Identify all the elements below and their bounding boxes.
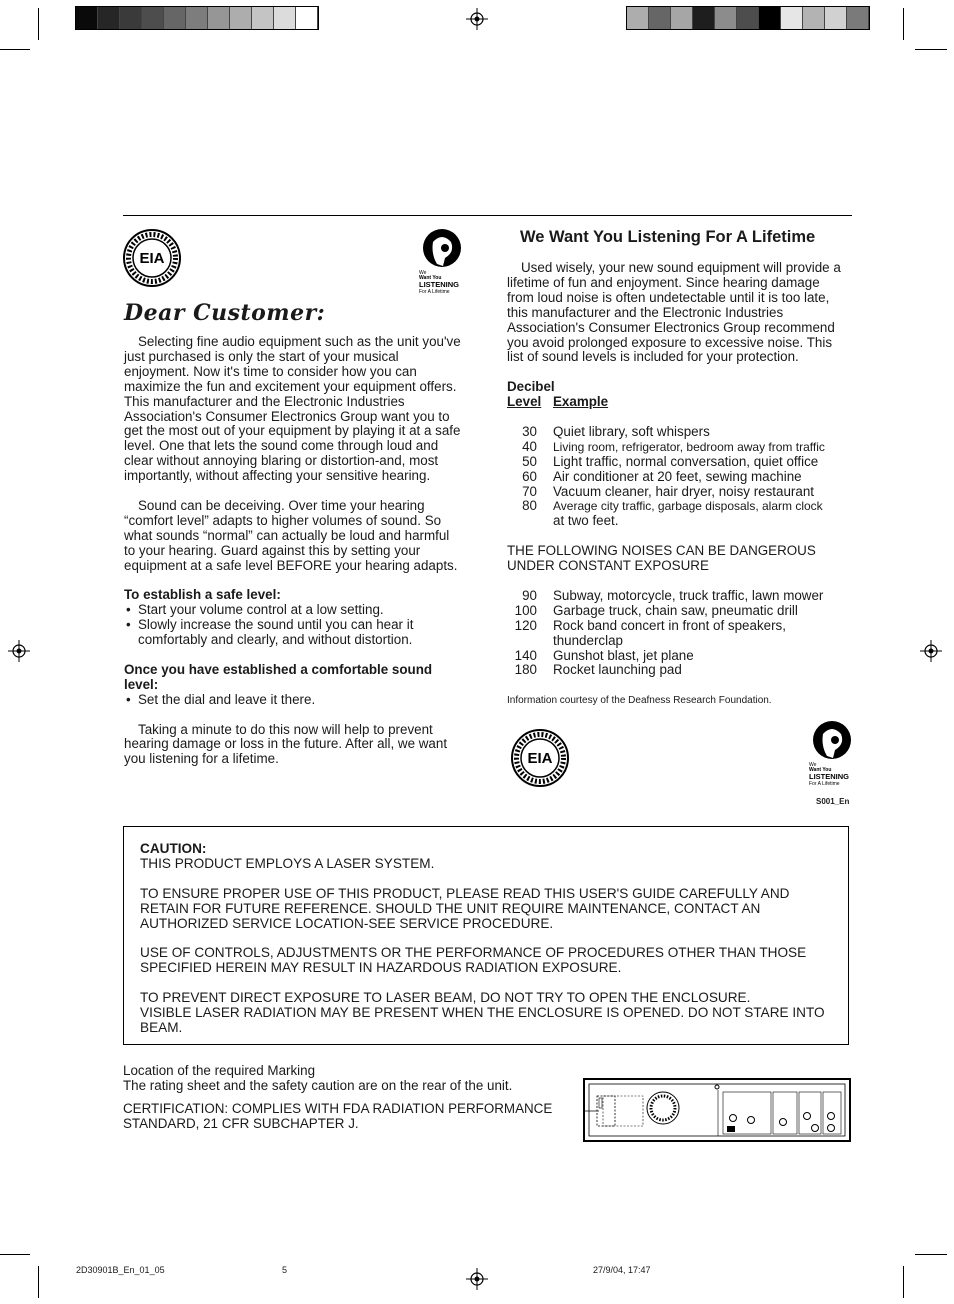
color-calibration-bar-right bbox=[626, 6, 870, 30]
footer-doc-id: 2D30901B_En_01_05 bbox=[76, 1265, 165, 1275]
crop-mark bbox=[903, 8, 904, 40]
decibel-level: 40 bbox=[522, 438, 537, 454]
noise-example-text: Light traffic, normal conversation, quiet office bbox=[553, 453, 819, 469]
table-row bbox=[507, 619, 847, 649]
noise-example bbox=[553, 663, 847, 678]
noise-example bbox=[553, 649, 847, 664]
decibel-level: 70 bbox=[522, 483, 537, 499]
color-swatch bbox=[230, 7, 252, 29]
noise-example-text: Air conditioner at 20 feet, sewing machine bbox=[553, 468, 802, 484]
noise-example bbox=[553, 440, 847, 455]
caution-title: CAUTION: bbox=[140, 841, 207, 856]
noise-example-continued: thunderclap bbox=[553, 632, 623, 648]
table-row bbox=[507, 485, 847, 500]
eia-logo-icon bbox=[122, 228, 182, 288]
noise-example-text: Vacuum cleaner, hair dryer, noisy restaurant bbox=[553, 483, 814, 499]
registration-mark-icon bbox=[466, 8, 488, 30]
section-code: S001_En bbox=[816, 797, 850, 806]
crop-mark bbox=[0, 1254, 30, 1255]
noise-example-text: Rock band concert in front of speakers, bbox=[553, 617, 786, 633]
right-column bbox=[507, 261, 847, 709]
comfortable-heading: Once you have established a comfortable sound level: bbox=[124, 661, 433, 692]
column-header-example: Example bbox=[553, 394, 609, 410]
noise-example-text: Rocket launching pad bbox=[553, 662, 682, 678]
noise-example bbox=[553, 425, 847, 440]
decibel-level: 80 bbox=[522, 498, 537, 514]
color-swatch bbox=[120, 7, 142, 29]
safe-level-heading: To establish a safe level: bbox=[124, 587, 281, 603]
table-row bbox=[507, 455, 847, 470]
closing-paragraph: Taking a minute to do this now will help to prevent hearing damage or loss in the future. After all, we want you listening for a lifetime. bbox=[124, 721, 448, 767]
color-swatch bbox=[164, 7, 186, 29]
decibel-level: 30 bbox=[522, 423, 537, 439]
decibel-level: 180 bbox=[514, 662, 537, 678]
color-swatch bbox=[803, 7, 825, 29]
list-item: • Set the dial and leave it there. bbox=[124, 693, 464, 708]
table-row bbox=[507, 589, 847, 604]
color-swatch bbox=[296, 7, 318, 29]
courtesy-note: Information courtesy of the Deafness Research Foundation. bbox=[507, 695, 772, 707]
marking-title: Location of the required Marking bbox=[123, 1063, 316, 1078]
listening-logo-icon bbox=[415, 228, 465, 296]
left-column bbox=[124, 335, 464, 782]
noise-example-text: Subway, motorcycle, truck traffic, lawn mower bbox=[553, 587, 824, 603]
color-swatch bbox=[186, 7, 208, 29]
noise-example-text: Gunshot blast, jet plane bbox=[553, 647, 694, 663]
noise-example-text: Living room, refrigerator, bedroom away from traffic bbox=[553, 439, 825, 454]
table-row bbox=[507, 663, 847, 678]
decibel-level: 120 bbox=[514, 617, 537, 633]
crop-mark bbox=[38, 1266, 39, 1298]
footer-page-number: 5 bbox=[282, 1265, 288, 1275]
footer-date: 27/9/04, 17:47 bbox=[593, 1265, 651, 1275]
intro-paragraph: Used wisely, your new sound equipment will provide a lifetime of fun and enjoyment. Since hearing damage from loud noise is often undetectable until it is too late, this manufacturer and the Electronic Industries Association's Consumer Electronics Group recommend you avoid prolonged exposure to excessive noise. This list of sound levels is included for your protection. bbox=[507, 260, 841, 365]
svg-text:LISTENING: LISTENING bbox=[809, 772, 850, 781]
table-header-decibel: Decibel bbox=[507, 379, 555, 395]
list-item: • Slowly increase the sound until you can hear it comfortably and clearly, and without distortion. bbox=[124, 618, 464, 648]
device-rear-panel-icon bbox=[583, 1078, 851, 1142]
svg-text:For A Lifetime: For A Lifetime bbox=[809, 781, 840, 787]
color-swatch bbox=[737, 7, 759, 29]
danger-table bbox=[507, 589, 847, 678]
caution-line: VISIBLE LASER RADIATION MAY BE PRESENT WHEN THE ENCLOSURE IS OPENED. DO NOT STARE INTO BEAM. bbox=[140, 1004, 825, 1035]
comfort-paragraph: Sound can be deceiving. Over time your hearing “comfort level” adapts to higher volumes of sound. So what sounds “normal” can actually be loud and harmful to your hearing. Guard against this by setting your equipment at a safe level BEFORE your hearing adapts. bbox=[124, 497, 458, 573]
registration-mark-icon bbox=[466, 1268, 488, 1290]
intro-paragraph: Selecting fine audio equipment such as the unit you've just purchased is only the start of your musical enjoyment. Now it's time to consider how you can maximize the fun and excitement your equipment offers. This manufacturer and the Electronic Industries Association's Consumer Electronics Group want you to get the most out of your equipment by playing it at a safe level. One that lets the sound come through loud and clear without annoying blaring or distortion-and, most importantly, without affecting your sensitive hearing. bbox=[124, 334, 461, 484]
noise-example bbox=[553, 589, 847, 604]
eia-logo-icon bbox=[510, 728, 570, 788]
color-swatch bbox=[208, 7, 230, 29]
safe-level-list bbox=[124, 603, 464, 648]
svg-text:EIA: EIA bbox=[139, 250, 165, 267]
svg-text:For A Lifetime: For A Lifetime bbox=[419, 289, 450, 295]
svg-text:Want You: Want You bbox=[419, 275, 442, 281]
listening-logo-icon bbox=[805, 720, 855, 788]
color-swatch bbox=[715, 7, 737, 29]
decibel-level: 50 bbox=[522, 453, 537, 469]
noise-example bbox=[553, 619, 847, 649]
color-swatch bbox=[649, 7, 671, 29]
comfortable-list bbox=[124, 693, 464, 708]
caution-box bbox=[123, 826, 849, 1045]
color-swatch bbox=[627, 7, 649, 29]
color-swatch bbox=[142, 7, 164, 29]
caution-line: USE OF CONTROLS, ADJUSTMENTS OR THE PERFORMANCE OF PROCEDURES OTHER THAN THOSE SPECIFIED HEREIN MAY RESULT IN HAZARDOUS RADIATION EXPOSURE. bbox=[140, 945, 807, 976]
crop-mark bbox=[38, 8, 39, 40]
list-item: • Start your volume control at a low setting. bbox=[124, 603, 464, 618]
svg-text:We: We bbox=[419, 270, 427, 276]
svg-text:Want You: Want You bbox=[809, 767, 832, 773]
crop-mark bbox=[915, 49, 947, 50]
crop-mark bbox=[0, 49, 30, 50]
certification-text: CERTIFICATION: COMPLIES WITH FDA RADIATION PERFORMANCE STANDARD, 21 CFR SUBCHAPTER J. bbox=[123, 1100, 553, 1131]
noise-example-text: Quiet library, soft whispers bbox=[553, 423, 710, 439]
caution-line: TO ENSURE PROPER USE OF THIS PRODUCT, PLEASE READ THIS USER'S GUIDE CAREFULLY AND RETAIN FOR FUTURE REFERENCE. SHOULD THE UNIT REQUIRE MAINTENANCE, CONTACT AN AUTHORIZED SERVICE LOCATION-SEE SERVICE PROCEDURE. bbox=[140, 885, 790, 931]
table-row bbox=[507, 425, 847, 440]
color-swatch bbox=[98, 7, 120, 29]
color-swatch bbox=[274, 7, 296, 29]
danger-heading: THE FOLLOWING NOISES CAN BE DANGEROUS UNDER CONSTANT EXPOSURE bbox=[507, 543, 816, 574]
registration-mark-icon bbox=[920, 640, 942, 662]
color-swatch bbox=[847, 7, 869, 29]
decibel-table bbox=[507, 425, 847, 529]
table-row bbox=[507, 649, 847, 664]
marking-description: The rating sheet and the safety caution are on the rear of the unit. bbox=[123, 1077, 513, 1093]
column-header-level: Level bbox=[507, 394, 542, 410]
color-swatch bbox=[759, 7, 781, 29]
noise-example bbox=[553, 499, 847, 529]
decibel-level: 90 bbox=[522, 587, 537, 603]
marking-section bbox=[123, 1064, 573, 1132]
color-swatch bbox=[252, 7, 274, 29]
table-row bbox=[507, 499, 847, 529]
svg-text:We: We bbox=[809, 762, 817, 768]
greeting: Dear Customer: bbox=[124, 300, 326, 326]
caution-line: TO PREVENT DIRECT EXPOSURE TO LASER BEAM, DO NOT TRY TO OPEN THE ENCLOSURE. bbox=[140, 990, 751, 1006]
decibel-level: 60 bbox=[522, 468, 537, 484]
color-swatch bbox=[693, 7, 715, 29]
crop-mark bbox=[903, 1266, 904, 1298]
decibel-level: 100 bbox=[514, 602, 537, 618]
crop-mark bbox=[915, 1254, 947, 1255]
color-swatch bbox=[825, 7, 847, 29]
section-heading: We Want You Listening For A Lifetime bbox=[520, 228, 816, 246]
top-rule bbox=[123, 215, 852, 216]
decibel-level: 140 bbox=[514, 647, 537, 663]
svg-text:LISTENING: LISTENING bbox=[419, 280, 460, 289]
noise-example bbox=[553, 470, 847, 485]
color-swatch bbox=[671, 7, 693, 29]
color-swatch bbox=[781, 7, 803, 29]
table-row bbox=[507, 604, 847, 619]
noise-example-continued: at two feet. bbox=[553, 513, 619, 529]
table-header bbox=[507, 395, 847, 410]
color-calibration-bar-left bbox=[75, 6, 319, 30]
noise-example bbox=[553, 455, 847, 470]
caution-line: THIS PRODUCT EMPLOYS A LASER SYSTEM. bbox=[140, 855, 435, 871]
table-row bbox=[507, 440, 847, 455]
registration-mark-icon bbox=[8, 640, 30, 662]
color-swatch bbox=[76, 7, 98, 29]
noise-example bbox=[553, 485, 847, 500]
noise-example-text: Garbage truck, chain saw, pneumatic drill bbox=[553, 602, 798, 618]
noise-example bbox=[553, 604, 847, 619]
noise-example-text: Average city traffic, garbage disposals, alarm clock bbox=[553, 499, 823, 514]
svg-text:EIA: EIA bbox=[527, 750, 553, 767]
table-row bbox=[507, 470, 847, 485]
